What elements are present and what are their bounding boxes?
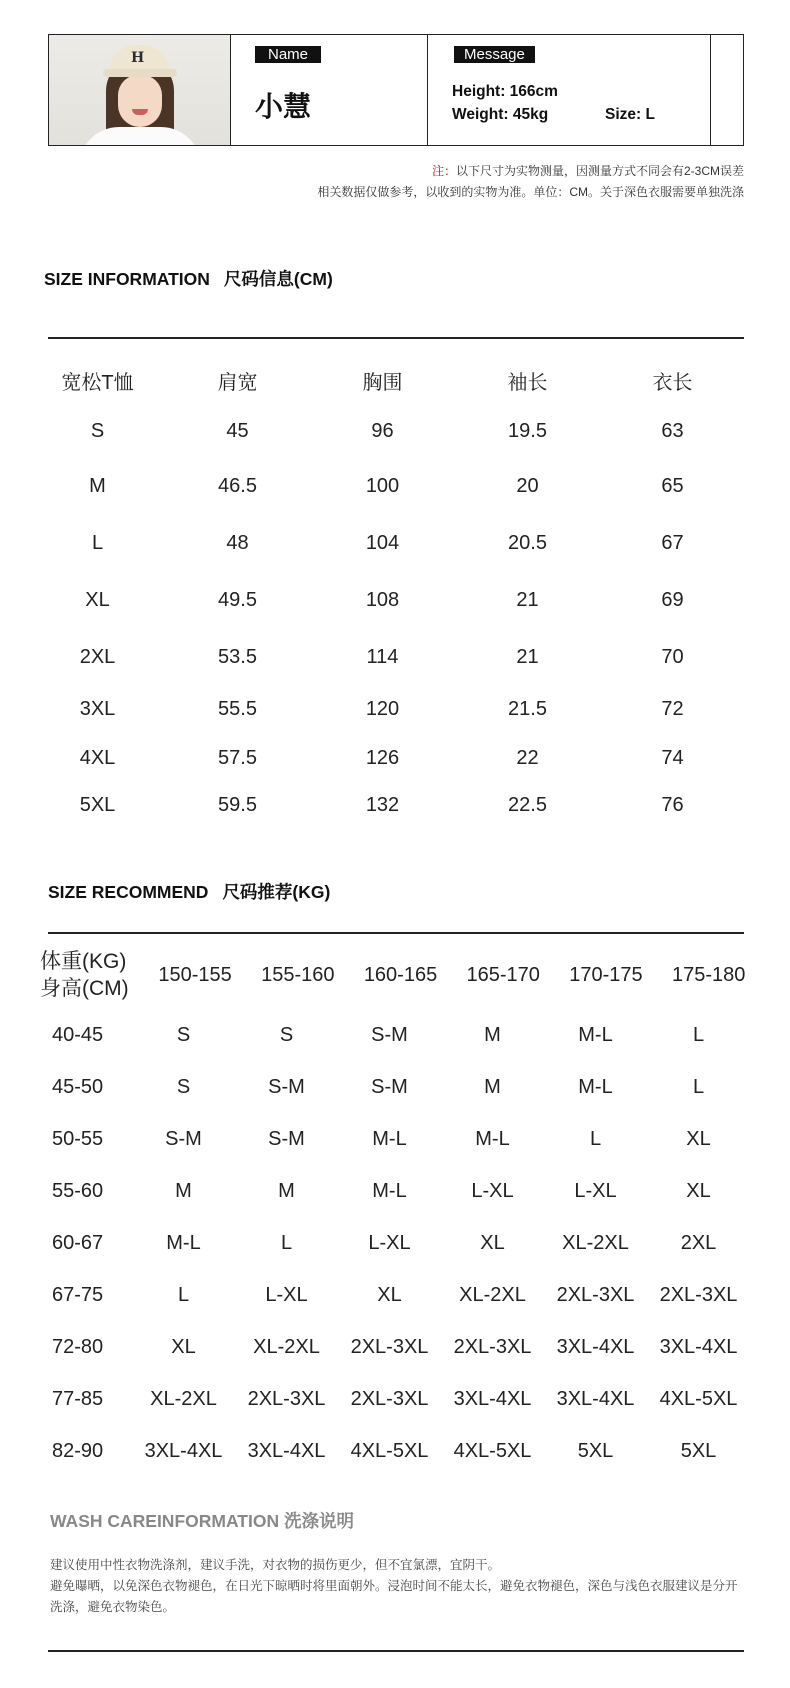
table-cell: 48 bbox=[226, 532, 249, 554]
table-cell: L-XL bbox=[471, 1179, 514, 1202]
model-height: Height: 166cm bbox=[452, 83, 558, 100]
table-cell: 100 bbox=[365, 474, 400, 497]
table-cell: 2XL-3XL bbox=[556, 1283, 635, 1306]
table-cell: 74 bbox=[661, 746, 684, 769]
height-range-header: 155-160 bbox=[261, 963, 335, 986]
size-recommend-title-cn: 尺码推荐(KG) bbox=[222, 882, 331, 902]
table-cell: 69 bbox=[661, 589, 684, 611]
table-cell: 126 bbox=[365, 746, 400, 769]
height-axis-label: 身高(CM) bbox=[40, 977, 129, 1000]
table-cell: 59.5 bbox=[218, 793, 257, 816]
table-cell: XL bbox=[480, 1231, 505, 1254]
table-cell: 4XL-5XL bbox=[350, 1439, 429, 1462]
table-cell: XL-2XL bbox=[150, 1387, 217, 1410]
table-cell: 2XL-3XL bbox=[247, 1387, 326, 1410]
table-cell: L bbox=[589, 1127, 602, 1150]
size-label: XL bbox=[85, 589, 110, 611]
measurement-note bbox=[432, 162, 744, 179]
height-range-header: 170-175 bbox=[569, 963, 643, 986]
table-cell: 76 bbox=[661, 793, 684, 816]
size-info-title-en: SIZE INFORMATION bbox=[44, 269, 210, 289]
table-cell: L bbox=[692, 1023, 705, 1046]
wash-care-title: WASH CAREINFORMATION 洗涤说明 bbox=[50, 1511, 354, 1531]
table-cell: 21.5 bbox=[508, 698, 547, 720]
table-cell: 3XL-4XL bbox=[556, 1335, 635, 1358]
table-cell: XL bbox=[686, 1179, 711, 1202]
table-cell: 65 bbox=[661, 474, 684, 497]
table-cell: XL bbox=[686, 1127, 711, 1150]
divider bbox=[48, 337, 744, 339]
table-cell: 3XL-4XL bbox=[144, 1439, 223, 1462]
weight-range-label: 67-75 bbox=[52, 1283, 104, 1306]
table-cell: S-M bbox=[268, 1127, 305, 1150]
table-cell: 4XL-5XL bbox=[453, 1439, 532, 1462]
table-row bbox=[30, 515, 766, 572]
table-cell: 70 bbox=[661, 645, 684, 668]
table-row bbox=[40, 1061, 760, 1113]
table-cell: L bbox=[692, 1075, 705, 1098]
table-row bbox=[40, 1113, 760, 1165]
note-prefix: 注： bbox=[431, 164, 456, 178]
table-cell: 104 bbox=[365, 532, 400, 554]
table-cell: S-M bbox=[371, 1075, 408, 1098]
table-cell: L-XL bbox=[265, 1283, 308, 1306]
weight-range-label: 82-90 bbox=[52, 1439, 104, 1462]
table-cell: 3XL-4XL bbox=[247, 1439, 326, 1462]
wash-care-line: 避免曝晒，以免深色衣物褪色，在日光下晾晒时将里面朝外。浸泡时间不能太长，避免衣物褪色，深色与浅色衣服建议是分开洗涤，避免衣物染色。 bbox=[50, 1579, 738, 1614]
size-info-title bbox=[44, 266, 333, 291]
height-range-header: 160-165 bbox=[363, 963, 438, 986]
table-cell: 21 bbox=[516, 589, 539, 611]
table-cell: 5XL bbox=[577, 1439, 614, 1462]
table-cell: M-L bbox=[166, 1231, 201, 1254]
table-cell: S bbox=[176, 1023, 191, 1046]
weight-range-label: 72-80 bbox=[52, 1335, 104, 1358]
table-cell: 63 bbox=[661, 419, 684, 442]
recommend-table bbox=[40, 1009, 760, 1477]
divider bbox=[48, 932, 744, 934]
table-cell: 108 bbox=[365, 589, 400, 611]
recommend-table-header bbox=[40, 945, 760, 1005]
table-cell: 19.5 bbox=[508, 419, 547, 442]
model-weight: Weight: 45kg bbox=[452, 106, 549, 123]
table-cell: M-L bbox=[372, 1127, 407, 1150]
table-cell: 45 bbox=[226, 419, 249, 442]
table-cell: 3XL-4XL bbox=[659, 1335, 738, 1358]
table-row bbox=[30, 734, 766, 782]
divider bbox=[48, 1650, 744, 1652]
weight-range-label: 55-60 bbox=[52, 1179, 104, 1202]
table-cell: 120 bbox=[365, 698, 400, 720]
table-cell: 46.5 bbox=[218, 474, 257, 497]
table-row bbox=[30, 685, 766, 734]
header-cell: 衣长 bbox=[652, 371, 693, 394]
table-corner bbox=[40, 948, 144, 1002]
header-cell: 肩宽 bbox=[217, 371, 258, 394]
wash-care-text bbox=[50, 1555, 740, 1618]
table-cell: 4XL-5XL bbox=[659, 1387, 738, 1410]
size-label: M bbox=[89, 474, 106, 497]
message-cell bbox=[428, 35, 711, 145]
table-cell: 2XL bbox=[680, 1231, 717, 1254]
name-tag: Name bbox=[255, 46, 321, 63]
table-cell: 114 bbox=[366, 645, 399, 668]
table-cell: M-L bbox=[578, 1075, 613, 1098]
height-range-header: 165-170 bbox=[466, 963, 540, 986]
model-size: Size: L bbox=[605, 106, 655, 123]
table-cell: 20.5 bbox=[508, 532, 547, 554]
size-recommend-title bbox=[48, 879, 330, 904]
table-cell: 2XL-3XL bbox=[350, 1387, 429, 1410]
weight-axis-label: 体重(KG) bbox=[40, 950, 127, 973]
model-name: 小慧 bbox=[255, 91, 312, 122]
table-cell: 3XL-4XL bbox=[556, 1387, 635, 1410]
size-label: L bbox=[91, 532, 104, 554]
table-cell: 67 bbox=[661, 532, 684, 554]
name-cell bbox=[231, 35, 428, 145]
table-cell: M-L bbox=[578, 1023, 613, 1046]
table-cell: 132 bbox=[365, 793, 400, 816]
table-cell: 55.5 bbox=[218, 698, 257, 720]
table-cell: XL bbox=[171, 1335, 196, 1358]
weight-range-label: 50-55 bbox=[52, 1127, 104, 1150]
table-cell: 22.5 bbox=[508, 793, 547, 816]
table-cell: XL-2XL bbox=[253, 1335, 320, 1358]
message-tag: Message bbox=[454, 46, 535, 63]
weight-range-label: 77-85 bbox=[52, 1387, 104, 1410]
table-cell: 22 bbox=[516, 746, 539, 769]
table-row bbox=[40, 1269, 760, 1321]
header-cell: 胸围 bbox=[362, 371, 403, 394]
table-cell: 5XL bbox=[680, 1439, 717, 1462]
size-label: 3XL bbox=[79, 698, 116, 720]
table-cell: 2XL-3XL bbox=[659, 1283, 738, 1306]
table-cell: S bbox=[279, 1023, 294, 1046]
table-cell: XL-2XL bbox=[562, 1231, 629, 1254]
size-table-header bbox=[30, 355, 766, 405]
table-cell: 57.5 bbox=[218, 746, 257, 769]
table-cell: S-M bbox=[268, 1075, 305, 1098]
table-row bbox=[30, 572, 766, 629]
table-cell: XL bbox=[377, 1283, 402, 1306]
table-cell: S-M bbox=[371, 1023, 408, 1046]
note-line1: 以下尺寸为实物测量，因测量方式不同会有2-3CM误差 bbox=[455, 164, 744, 178]
size-table bbox=[30, 355, 766, 828]
note-line2: 相关数据仅做参考，以收到的实物为准。单位：CM。关于深色衣服需要单独洗涤 bbox=[317, 185, 744, 199]
table-cell: 2XL-3XL bbox=[453, 1335, 532, 1358]
table-cell: S-M bbox=[165, 1127, 202, 1150]
weight-range-label: 60-67 bbox=[52, 1231, 104, 1254]
table-row bbox=[40, 1217, 760, 1269]
header-cell: 袖长 bbox=[507, 371, 548, 394]
height-range-header: 175-180 bbox=[671, 963, 746, 986]
table-cell: M bbox=[278, 1179, 295, 1202]
table-cell: L bbox=[280, 1231, 293, 1254]
wash-care-line: 建议使用中性衣物洗涤剂，建议手洗，对衣物的损伤更少，但不宜氯漂，宜阴干。 bbox=[50, 1558, 501, 1572]
table-cell: M-L bbox=[372, 1179, 407, 1202]
table-cell: M bbox=[484, 1075, 501, 1098]
table-row bbox=[30, 629, 766, 685]
empty-cell bbox=[711, 35, 743, 145]
table-row bbox=[40, 1373, 760, 1425]
table-cell: 21 bbox=[516, 645, 539, 668]
table-cell: 96 bbox=[371, 419, 394, 442]
table-row bbox=[40, 1165, 760, 1217]
weight-range-label: 45-50 bbox=[52, 1075, 104, 1098]
model-info-card bbox=[48, 34, 744, 146]
size-label: 4XL bbox=[79, 746, 116, 769]
table-row bbox=[30, 457, 766, 515]
table-row bbox=[30, 405, 766, 457]
weight-range-label: 40-45 bbox=[52, 1023, 104, 1046]
table-cell: L-XL bbox=[574, 1179, 617, 1202]
table-cell: 49.5 bbox=[218, 589, 257, 611]
table-cell: XL-2XL bbox=[459, 1283, 526, 1306]
size-recommend-title-en: SIZE RECOMMEND bbox=[48, 882, 209, 902]
table-cell: M-L bbox=[475, 1127, 510, 1150]
table-cell: L bbox=[177, 1283, 190, 1306]
table-cell: S bbox=[176, 1075, 191, 1098]
table-cell: 53.5 bbox=[218, 645, 257, 668]
model-photo: H bbox=[49, 35, 231, 145]
size-label: 2XL bbox=[79, 645, 116, 668]
table-row bbox=[40, 1425, 760, 1477]
table-row bbox=[40, 1321, 760, 1373]
table-row bbox=[40, 1009, 760, 1061]
table-row bbox=[30, 782, 766, 828]
height-range-header: 150-155 bbox=[158, 963, 232, 986]
table-cell: 2XL-3XL bbox=[350, 1335, 429, 1358]
table-cell: L-XL bbox=[368, 1231, 411, 1254]
size-label: S bbox=[90, 419, 105, 442]
table-cell: M bbox=[484, 1023, 501, 1046]
table-cell: M bbox=[175, 1179, 192, 1202]
header-cell: 宽松T恤 bbox=[61, 371, 134, 394]
size-label: 5XL bbox=[79, 793, 116, 816]
table-cell: 20 bbox=[516, 474, 539, 497]
size-info-title-cn: 尺码信息(CM) bbox=[223, 269, 333, 289]
table-cell: 3XL-4XL bbox=[453, 1387, 532, 1410]
table-cell: 72 bbox=[661, 698, 684, 720]
